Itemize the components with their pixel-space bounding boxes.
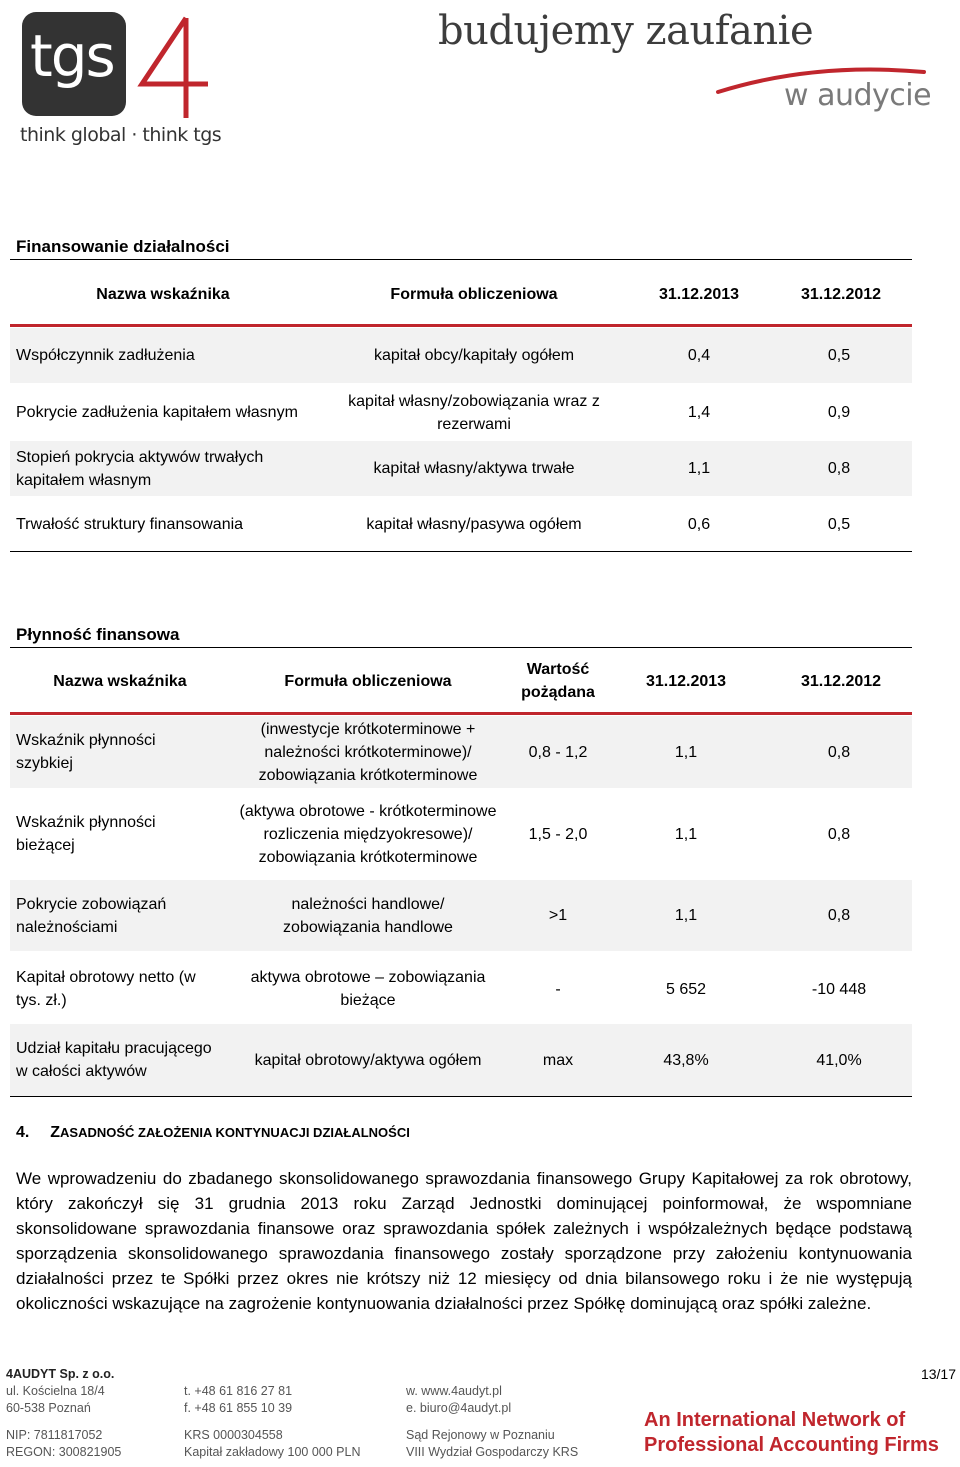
value-2013: 0,6 — [687, 515, 711, 533]
indicator-formula: aktywa obrotowe – zobowiązania bieżące — [250, 969, 486, 1009]
liquidity-header-2013: 31.12.2013 — [645, 672, 727, 690]
divider — [10, 259, 912, 260]
divider — [10, 551, 912, 552]
value-2012: 0,8 — [827, 825, 851, 843]
indicator-name: Pokrycie zadłużenia kapitałem własnym — [16, 404, 298, 421]
footer-website[interactable]: w. www.4audyt.pl — [406, 1384, 502, 1398]
value-2012: 0,8 — [827, 460, 851, 477]
footer-nip: NIP: 7811817052 — [6, 1428, 103, 1442]
footer-contact — [406, 1383, 511, 1417]
section-paragraph: We wprowadzeniu do zbadanego skonsolidowanego sprawozdania finansowego Grupy Kapitałowej za rok obrotowy, który zakończył się 31 grudnia 2013 roku Zarząd Jednostki dominującej poinformował, że wspomniane skonsolidowane sprawozdania finansowe oraz sprawozdania spółek zależnych i współzależnych będące podstawą sporządzenia skonsolidowanego sprawozdania finansowego zostały sporządzone przy założeniu kontynuowania działalności przez te Spółki przez okres nie krótszy niż 12 miesięcy od dnia bilansowego roku i że nie występują okoliczności wskazujące na zagrożenie kontynuowania działalności przez Spółkę dominującą oraz spółki zależne. — [16, 1169, 912, 1313]
indicator-formula: kapitał obrotowy/aktywa ogółem — [254, 1051, 482, 1069]
indicator-name: Udział kapitału pracującego w całości aktywów — [16, 1040, 212, 1080]
indicator-formula: należności handlowe/ zobowiązania handlowe — [283, 895, 453, 936]
financing-header-2012: 31.12.2012 — [800, 286, 882, 303]
liquidity-header-formula: Formuła obliczeniowa — [284, 672, 452, 690]
footer-court-line2: VIII Wydział Gospodarczy KRS — [406, 1445, 579, 1459]
value-2013: 1,1 — [674, 907, 698, 924]
indicator-formula: kapitał własny/zobowiązania wraz z rezerwami — [348, 392, 600, 433]
footer-capital: Kapitał zakładowy 100 000 PLN — [184, 1445, 361, 1459]
value-2012: 41,0% — [816, 1051, 862, 1069]
footer-krs-number: KRS 0000304558 — [184, 1428, 283, 1442]
footer-court-line1: Sąd Rejonowy w Poznaniu — [406, 1428, 555, 1442]
header-rule — [10, 324, 912, 327]
indicator-name: Stopień pokrycia aktywów trwałych kapitałem własnym — [16, 448, 264, 489]
value-2013: 1,1 — [674, 825, 698, 843]
network-tagline — [644, 1408, 939, 1458]
footer-city: 60-538 Poznań — [6, 1401, 91, 1415]
value-2012: -10 448 — [811, 980, 867, 998]
footer-phones — [184, 1383, 292, 1417]
indicator-formula: kapitał własny/aktywa trwałe — [373, 460, 575, 477]
logo-tagline: think global · think tgs — [20, 124, 222, 146]
footer-email[interactable]: e. biuro@4audyt.pl — [406, 1401, 512, 1415]
footer-registry — [6, 1427, 121, 1461]
value-2013: 0,4 — [687, 347, 711, 364]
footer-company: 4AUDYT Sp. z o.o. — [6, 1367, 115, 1381]
value-2013: 1,1 — [674, 743, 698, 761]
desired-value: max — [542, 1051, 574, 1069]
footer-street: ul. Kościelna 18/4 — [6, 1384, 105, 1398]
value-2013: 5 652 — [665, 980, 707, 998]
indicator-name: Pokrycie zobowiązań należnościami — [16, 895, 167, 936]
footer-fax: f. +48 61 855 10 39 — [184, 1401, 293, 1415]
indicator-name: Trwałość struktury finansowania — [16, 515, 244, 533]
page-number: 13/17 — [920, 1366, 956, 1382]
financing-section-title: Finansowanie działalności — [16, 237, 230, 256]
section-title-initial: Z — [50, 1124, 61, 1141]
section-title-rest: ASADNOŚĆ ZAŁOŻENIA KONTYNUACJI DZIAŁALNOŚCI — [60, 1125, 410, 1140]
header-rule — [10, 712, 912, 715]
desired-value: - — [555, 980, 561, 998]
indicator-name: Kapitał obrotowy netto (w tys. zł.) — [16, 969, 196, 1009]
financing-header-formula: Formuła obliczeniowa — [390, 286, 558, 303]
section-heading — [16, 1124, 410, 1142]
indicator-formula: kapitał własny/pasywa ogółem — [366, 515, 582, 533]
indicator-formula: (aktywa obrotowe - krótkoterminowe rozliczenia międzyokresowe)/ zobowiązania krótkoterminowe — [239, 802, 497, 866]
indicator-name: Współczynnik zadłużenia — [16, 347, 195, 364]
liquidity-section-title: Płynność finansowa — [16, 625, 180, 644]
divider — [10, 1096, 912, 1097]
liquidity-header-2012: 31.12.2012 — [800, 672, 882, 690]
liquidity-header-desired: Wartość pożądana — [521, 661, 595, 701]
network-line-2: Professional Accounting Firms — [644, 1434, 939, 1456]
desired-value: >1 — [548, 907, 568, 924]
value-2012: 0,5 — [827, 347, 851, 364]
indicator-formula: kapitał obcy/kapitały ogółem — [373, 347, 575, 364]
network-line-1: An International Network of — [644, 1409, 906, 1431]
logo-four-icon — [128, 12, 228, 122]
value-2013: 43,8% — [663, 1051, 709, 1069]
desired-value: 0,8 - 1,2 — [528, 743, 588, 761]
desired-value: 1,5 - 2,0 — [528, 825, 588, 843]
value-2012: 0,5 — [827, 515, 851, 533]
logo-text: tgs — [30, 22, 114, 90]
footer-krs — [184, 1427, 361, 1461]
value-2013: 1,4 — [687, 404, 711, 421]
indicator-name: Wskaźnik płynności szybkiej — [16, 732, 156, 772]
footer-court — [406, 1427, 578, 1461]
value-2013: 1,1 — [687, 460, 711, 477]
value-2012: 0,9 — [827, 404, 851, 421]
financing-header-2013: 31.12.2013 — [658, 286, 740, 303]
brand-slogan: budujemy zaufanie — [438, 8, 814, 54]
footer-regon: REGON: 300821905 — [6, 1445, 122, 1459]
footer-address — [6, 1366, 114, 1417]
indicator-name: Wskaźnik płynności bieżącej — [16, 814, 156, 854]
indicator-formula: (inwestycje krótkoterminowe + należności krótkoterminowe)/ zobowiązania krótkoterminowe — [258, 720, 478, 784]
liquidity-header-name: Nazwa wskaźnika — [53, 672, 187, 690]
section-number: 4. — [16, 1124, 30, 1141]
brand-subslogan: w audycie — [784, 78, 932, 113]
value-2012: 0,8 — [827, 907, 851, 924]
footer-phone: t. +48 61 816 27 81 — [184, 1384, 293, 1398]
financing-header-name: Nazwa wskaźnika — [96, 286, 230, 303]
value-2012: 0,8 — [827, 743, 851, 761]
divider — [10, 647, 912, 648]
